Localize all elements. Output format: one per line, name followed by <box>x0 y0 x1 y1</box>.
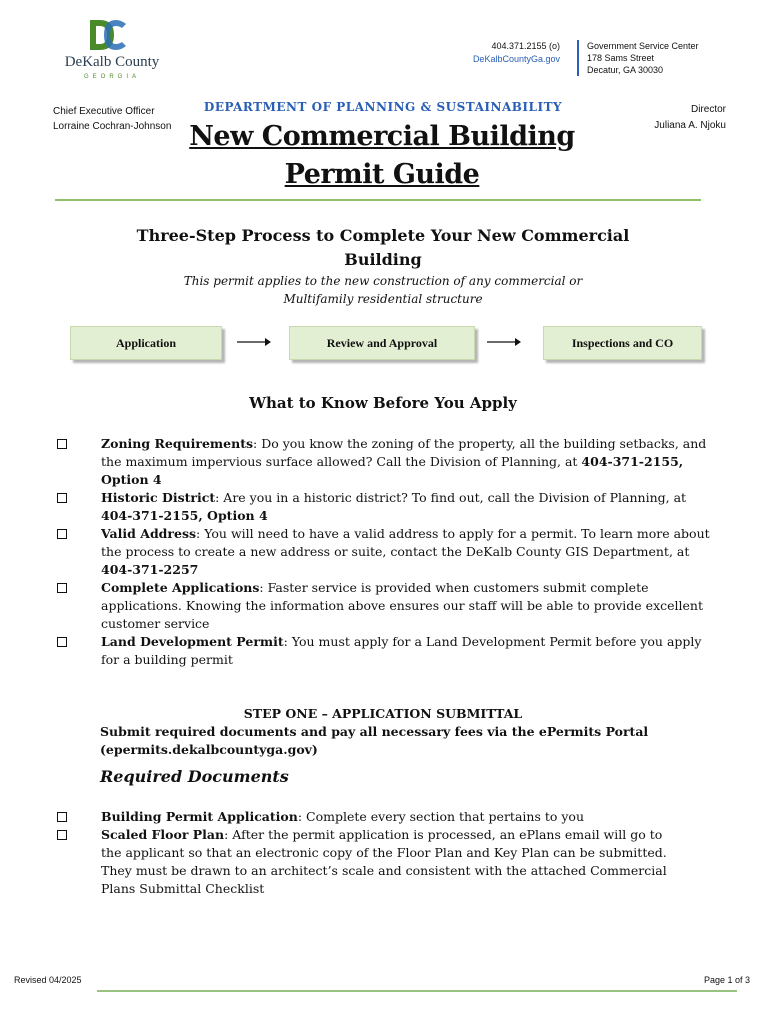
list-item <box>55 633 715 669</box>
item-title: Complete Applications <box>101 580 260 595</box>
checkbox-icon <box>57 493 67 503</box>
process-heading: Three-Step Process to Complete Your New Commercial Building <box>136 226 630 269</box>
address-line: Decatur, GA 30030 <box>587 65 664 75</box>
page-number: Page 1 of 3 <box>703 975 750 985</box>
arrow-right-icon <box>236 334 272 350</box>
know-checklist <box>55 435 715 669</box>
item-phone: 404-371-2155, Option 4 <box>101 454 684 487</box>
ceo-block <box>53 104 171 134</box>
list-item <box>55 826 715 898</box>
checkbox-icon <box>57 529 67 539</box>
portal-link[interactable]: (epermits.dekalbcountyga.gov) <box>100 742 318 757</box>
intro-line: Multifamily residential structure <box>283 292 483 306</box>
item-title: Land Development Permit <box>101 634 284 649</box>
checkbox-icon <box>57 637 67 647</box>
list-item <box>55 579 715 633</box>
dc-monogram-icon <box>88 18 128 52</box>
item-title: Valid Address <box>101 526 197 541</box>
item-title: Historic District <box>101 490 216 505</box>
page-title <box>170 118 594 194</box>
item-title: Building Permit Application <box>101 809 298 824</box>
phone-number: 404.371.2155 (o) <box>491 41 560 51</box>
process-intro <box>120 272 646 308</box>
intro-line: This permit applies to the new construction of any commercial or <box>183 274 583 288</box>
director-title: Director <box>690 104 726 115</box>
department-name: DEPARTMENT OF PLANNING & SUSTAINABILITY <box>203 100 563 114</box>
step-one-heading: STEP ONE – APPLICATION SUBMITTAL <box>243 706 523 721</box>
address-line: Government Service Center <box>587 41 699 51</box>
step-review-approval: Review and Approval <box>289 326 475 360</box>
step-one-block <box>100 705 666 759</box>
contact-phone-web <box>446 40 560 66</box>
item-text: : After the permit application is processed, an ePlans email will go to the applicant so that an electronic copy of the Floor Plan and Key Plan can be submitted. They must be drawn to an architect’s scale and consistent with the attached Commercial Plans Submittal Checklist <box>101 827 667 896</box>
item-text: : You will need to have a valid address to apply for a permit. To learn more about the process to create a new address or suite, contact the DeKalb County GIS Department, at <box>101 526 710 559</box>
item-text: : Faster service is provided when customers submit complete applications. Knowing the information above ensures our staff will be able to provide excellent customer service <box>101 580 703 631</box>
step-application: Application <box>70 326 222 360</box>
director-block <box>600 102 726 134</box>
item-phone: 404-371-2155, Option 4 <box>101 508 268 523</box>
list-item <box>55 435 715 489</box>
step-one-line: Submit required documents and pay all necessary fees via the ePermits Portal <box>100 724 649 739</box>
header-divider <box>55 199 701 201</box>
item-text: : You must apply for a Land Development Permit before you apply for a building permit <box>101 634 702 667</box>
checkbox-icon <box>57 439 67 449</box>
title-line: New Commercial Building <box>189 121 575 152</box>
revision-date: Revised 04/2025 <box>14 975 82 985</box>
checkbox-icon <box>57 812 67 822</box>
list-item <box>55 808 715 826</box>
item-phone: 404-371-2257 <box>101 562 199 577</box>
step-inspections-co: Inspections and CO <box>543 326 702 360</box>
item-title: Zoning Requirements <box>101 436 254 451</box>
item-text: : Are you in a historic district? To find out, call the Division of Planning, at <box>215 490 687 505</box>
footer-divider <box>97 990 737 992</box>
ceo-title: Chief Executive Officer <box>53 106 155 117</box>
contact-address <box>587 40 737 76</box>
list-item <box>55 525 715 579</box>
title-line: Permit Guide <box>284 159 480 190</box>
website-link[interactable]: DeKalbCountyGa.gov <box>472 54 560 64</box>
logo-subtitle: GEORGIA <box>83 74 140 80</box>
contact-divider <box>577 40 579 76</box>
required-checklist <box>55 808 715 898</box>
item-text: : Complete every section that pertains to you <box>297 809 584 824</box>
item-text: : Do you know the zoning of the property, all the building setbacks, and the maximum impervious surface allowed? Call the Division of Planning, at <box>101 436 707 469</box>
address-line: 178 Sams Street <box>587 53 655 63</box>
know-heading: What to Know Before You Apply <box>249 394 517 412</box>
county-logo <box>52 18 172 84</box>
list-item <box>55 489 715 525</box>
checkbox-icon <box>57 583 67 593</box>
logo-name: DeKalb County <box>64 54 160 70</box>
arrow-right-icon <box>486 334 522 350</box>
ceo-name: Lorraine Cochran-Johnson <box>53 121 172 132</box>
director-name: Juliana A. Njoku <box>654 120 726 131</box>
checkbox-icon <box>57 830 67 840</box>
required-documents-heading: Required Documents <box>100 767 289 786</box>
item-title: Scaled Floor Plan <box>101 827 225 842</box>
